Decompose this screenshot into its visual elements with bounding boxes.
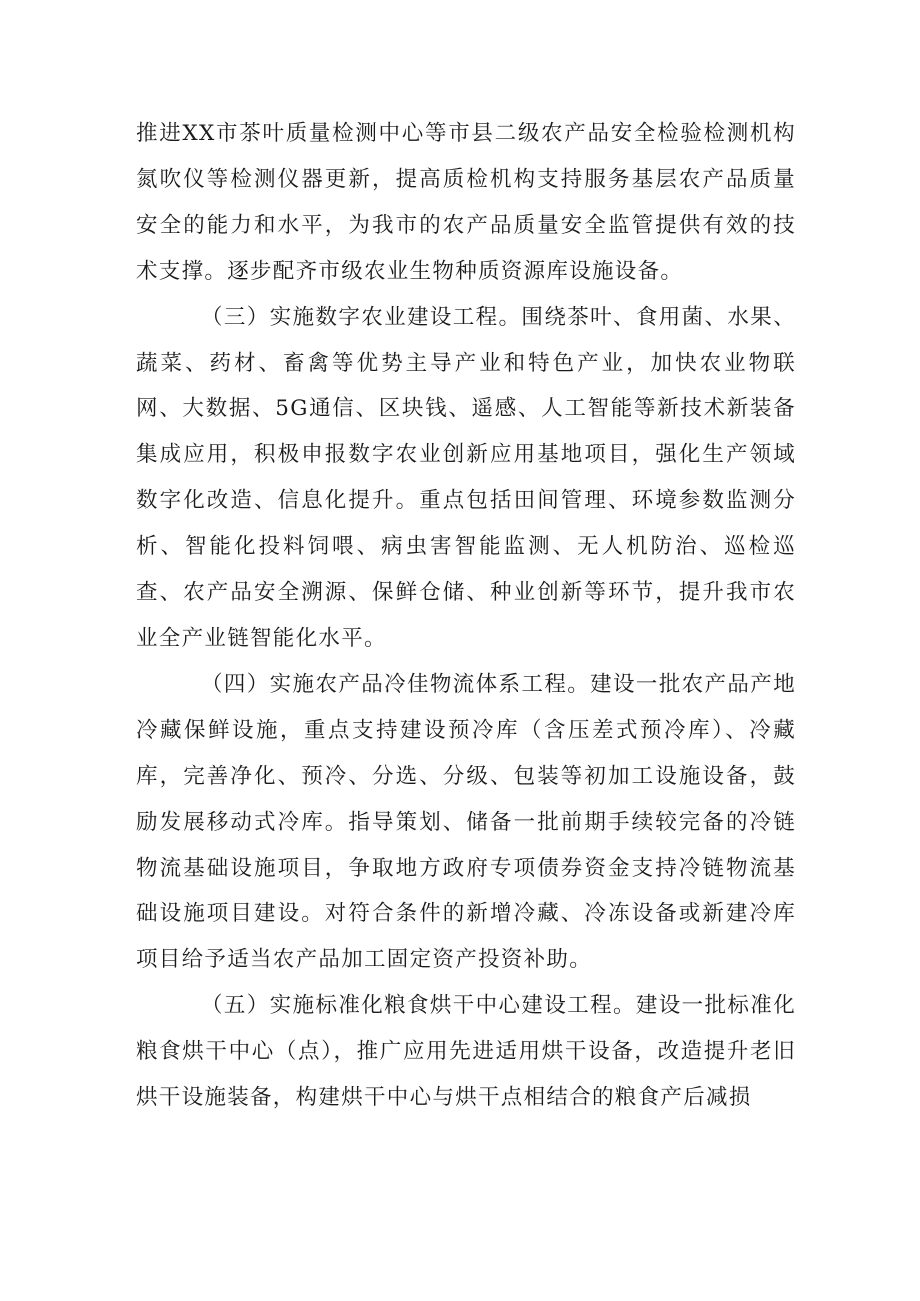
paragraph-cold-chain-logistics: （四）实施农产品冷佳物流体系工程。建设一批农产品产地冷藏保鲜设施，重点支持建设预冷库（含压差式预冷库）、冷藏库，完善净化、预冷、分选、分级、包装等初加工设施设备，鼓励发展移动式冷库。指导策划、储备一批前期手续较完备的冷链物流基础设施项目，争取地方政府专项债券资金支持冷链物流基础设施项目建设。对符合条件的新增冷藏、冷冻设备或新建冷库项目给予适当农产品加工固定资产投资补助。	[136, 671, 796, 973]
paragraph-testing-equipment: 推进XX市茶叶质量检测中心等市县二级农产品安全检验检测机构氮吹仪等检测仪器更新，提高质检机构支持服务基层农产品质量安全的能力和水平，为我市的农产品质量安全监管提供有效的技术支撑。逐步配齐市级农业生物种质资源库设施设备。	[136, 121, 796, 284]
paragraph-digital-agriculture: （三）实施数字农业建设工程。围绕茶叶、食用菌、水果、蔬菜、药材、畜禽等优势主导产业和特色产业，加快农业物联网、大数据、5G通信、区块钱、遥感、人工智能等新技术新装备集成应用，积极申报数字农业创新应用基地项目，强化生产领域数字化改造、信息化提升。重点包括田间管理、环境参数监测分析、智能化投料饲喂、病虫害智能监测、无人机防治、巡检巡查、农产品安全溯源、保鲜仓储、种业创新等环节，提升我市农业全产业链智能化水平。	[136, 304, 796, 651]
paragraph-grain-drying-center: （五）实施标准化粮食烘干中心建设工程。建设一批标准化粮食烘干中心（点），推广应用先进适用烘干设备，改造提升老旧烘干设施装备，构建烘干中心与烘干点相结合的粮食产后减损	[136, 993, 796, 1111]
document-body	[136, 111, 796, 1121]
